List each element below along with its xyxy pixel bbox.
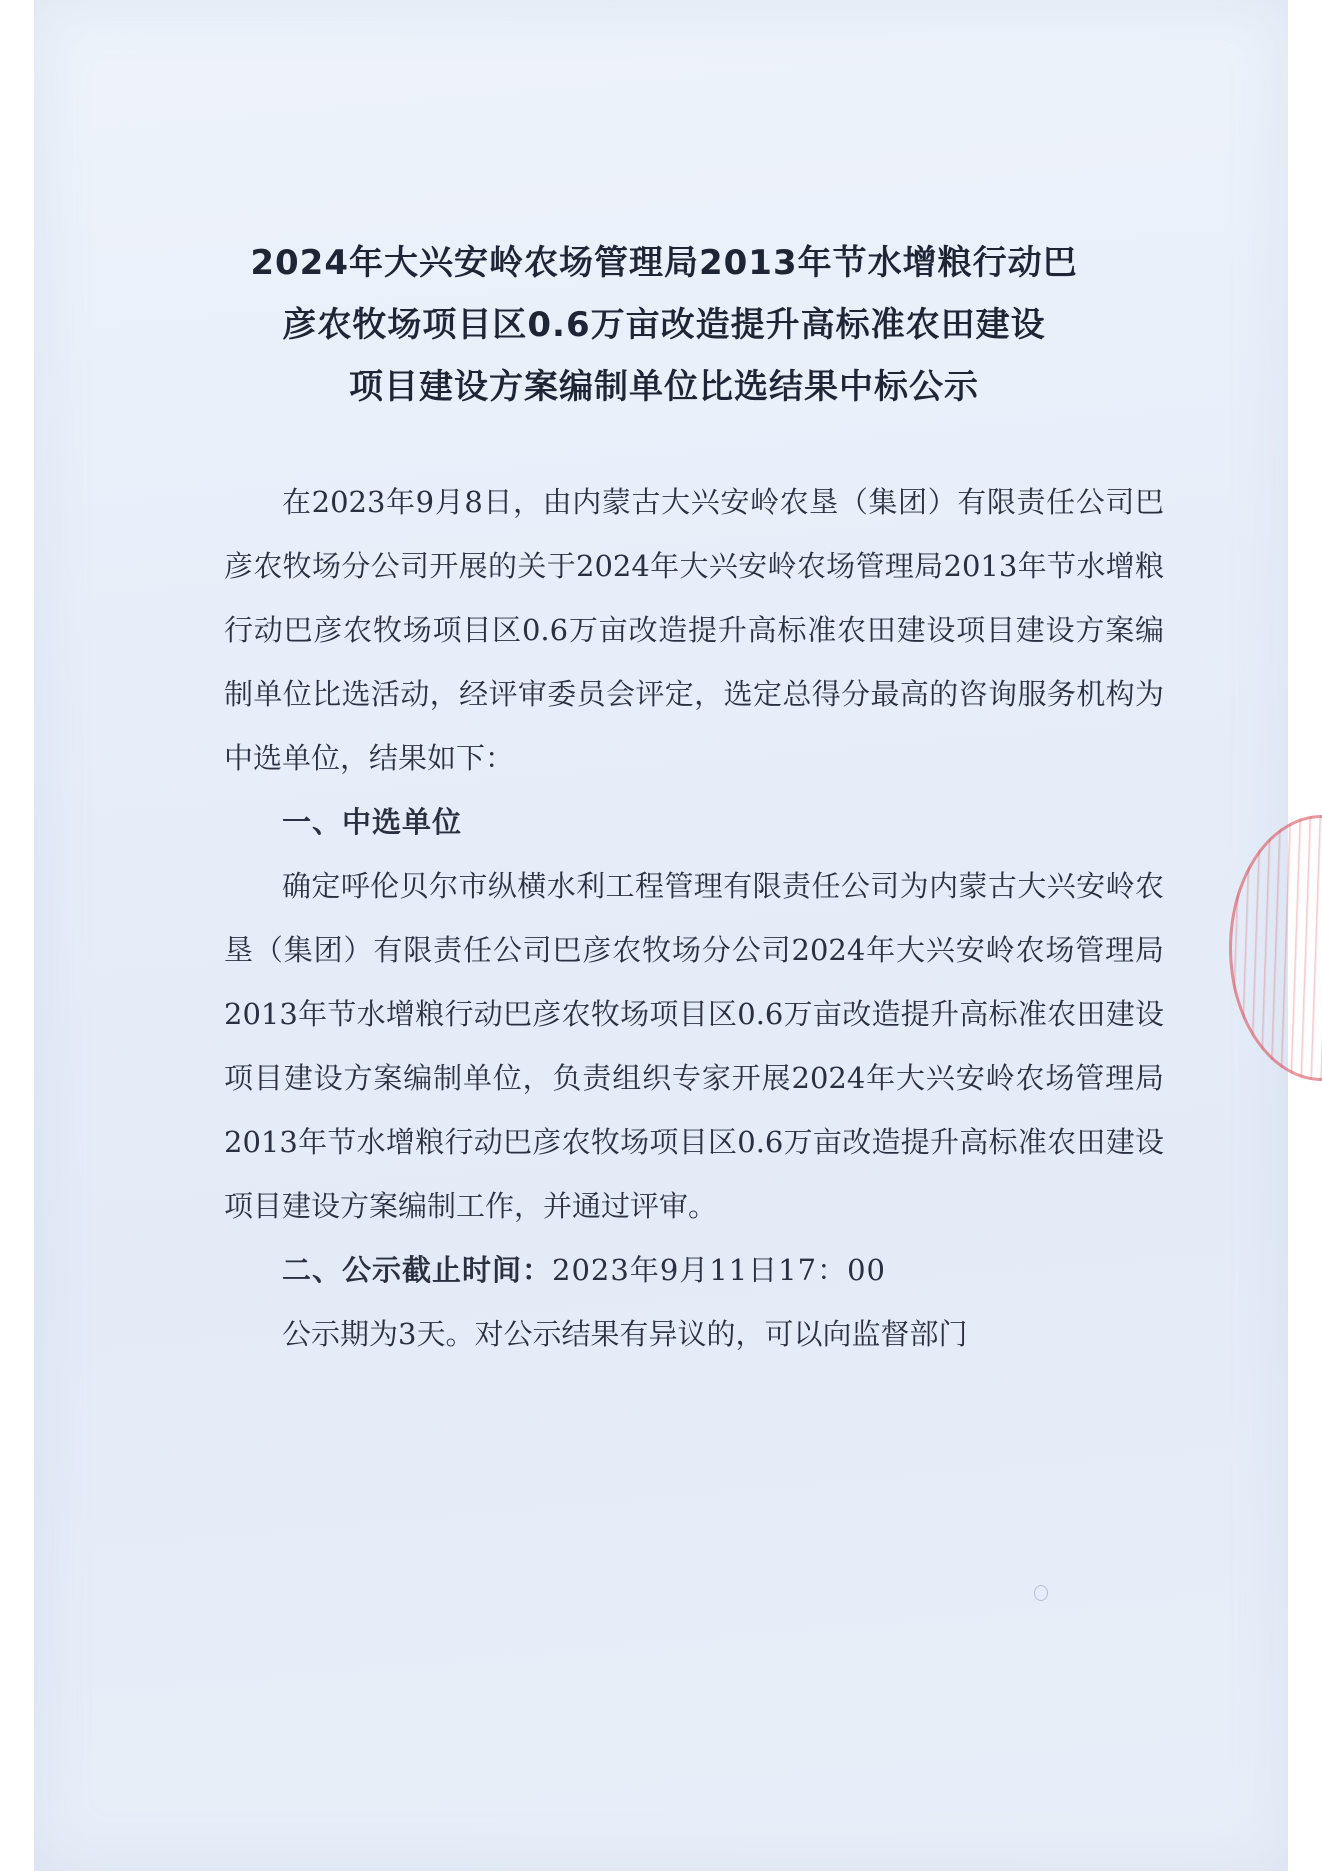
official-seal-stamp (1229, 815, 1322, 1081)
document-title (184, 232, 1144, 418)
document-page (34, 0, 1288, 1871)
title-line-3: 项目建设方案编制单位比选结果中标公示 (349, 367, 979, 407)
title-line-1: 2024年大兴安岭农场管理局2013年节水增粮行动巴 (250, 243, 1078, 283)
paper-mark (1034, 1585, 1048, 1601)
section-1-heading: 一、中选单位 (282, 805, 463, 839)
document-body (224, 470, 1164, 1366)
section-2-heading (224, 1238, 1164, 1302)
deadline-value: 2023年9月11日17：00 (552, 1253, 886, 1287)
intro-paragraph: 在2023年9月8日，由内蒙古大兴安岭农垦（集团）有限责任公司巴彦农牧场分公司开展的关于2024年大兴安岭农场管理局2013年节水增粮行动巴彦农牧场项目区0.6万亩改造提升高标准农田建设项目建设方案编制单位比选活动，经评审委员会评定，选定总得分最高的咨询服务机构为中选单位，结果如下： (224, 485, 1164, 775)
section-2-paragraph: 公示期为3天。对公示结果有异议的，可以向监督部门 (282, 1317, 968, 1351)
section-2-heading-label: 二、公示截止时间： (282, 1253, 553, 1287)
section-1-paragraph: 确定呼伦贝尔市纵横水利工程管理有限责任公司为内蒙古大兴安岭农垦（集团）有限责任公司巴彦农牧场分公司2024年大兴安岭农场管理局2013年节水增粮行动巴彦农牧场项目区0.6万亩改造提升高标准农田建设项目建设方案编制单位，负责组织专家开展2024年大兴安岭农场管理局2013年节水增粮行动巴彦农牧场项目区0.6万亩改造提升高标准农田建设项目建设方案编制工作，并通过评审。 (224, 869, 1164, 1223)
title-line-2: 彦农牧场项目区0.6万亩改造提升高标准农田建设 (282, 305, 1046, 345)
